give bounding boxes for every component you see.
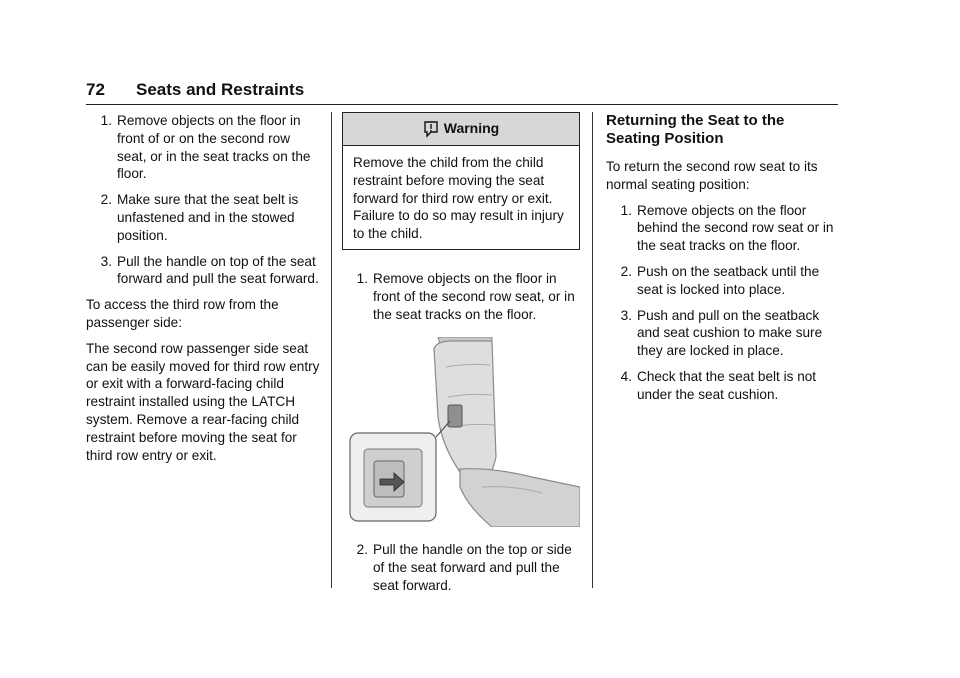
seat-image <box>342 337 580 527</box>
steps-list <box>606 202 838 404</box>
warning-text: Remove the child from the child restraint before moving the seat forward for third row entry or exit. Failure to do so may result in injury to the child. <box>353 155 564 242</box>
column-divider <box>331 112 332 588</box>
list-item: 3. Pull the handle on top of the seat forward and pull the seat forward. <box>100 253 319 287</box>
warning-title: Warning <box>443 120 500 137</box>
section-title: Seats and Restraints <box>136 80 305 99</box>
page-number: 72 <box>86 80 105 99</box>
list-item: 1. Remove objects on the floor in front of the second row seat, or in the seat tracks on the floor. <box>356 270 575 322</box>
steps-list <box>86 112 320 288</box>
steps-list <box>342 541 580 594</box>
paragraph: To access the third row from the passenger side: <box>86 297 279 330</box>
warning-header <box>343 113 579 146</box>
list-item: 2. Pull the handle on the top or side of the seat forward and pull the seat forward. <box>356 542 572 593</box>
page-header <box>86 80 838 105</box>
column-right <box>606 112 838 412</box>
seat-illustration <box>342 337 580 527</box>
list-item: 4. Check that the seat belt is not under the seat cushion. <box>620 368 817 402</box>
warning-box <box>342 112 580 250</box>
list-item: 1. Remove objects on the floor in front of or on the second row seat, or in the seat tracks on the floor. <box>100 113 311 182</box>
column-left <box>86 112 320 472</box>
list-item: 2. Push on the seatback until the seat is locked into place. <box>620 263 820 297</box>
subsection-heading: Returning the Seat to the Seating Position <box>606 112 785 147</box>
list-item: 1. Remove objects on the floor behind the second row seat or in the seat tracks on the floor. <box>620 202 834 254</box>
list-item: 2. Make sure that the seat belt is unfastened and in the stowed position. <box>100 192 299 243</box>
list-item: 3. Push and pull on the seatback and seat cushion to make sure they are locked in place. <box>620 307 823 359</box>
steps-list <box>342 270 580 323</box>
warning-icon <box>423 121 439 138</box>
paragraph: The second row passenger side seat can be easily moved for third row entry or exit with a forward-facing child restraint installed using the LATCH system. Remove a rear-facing child restraint before moving the seat for third row entry or exit. <box>86 340 320 463</box>
column-middle <box>342 112 580 603</box>
paragraph: To return the second row seat to its normal seating position: <box>606 159 818 192</box>
column-divider <box>592 112 593 588</box>
